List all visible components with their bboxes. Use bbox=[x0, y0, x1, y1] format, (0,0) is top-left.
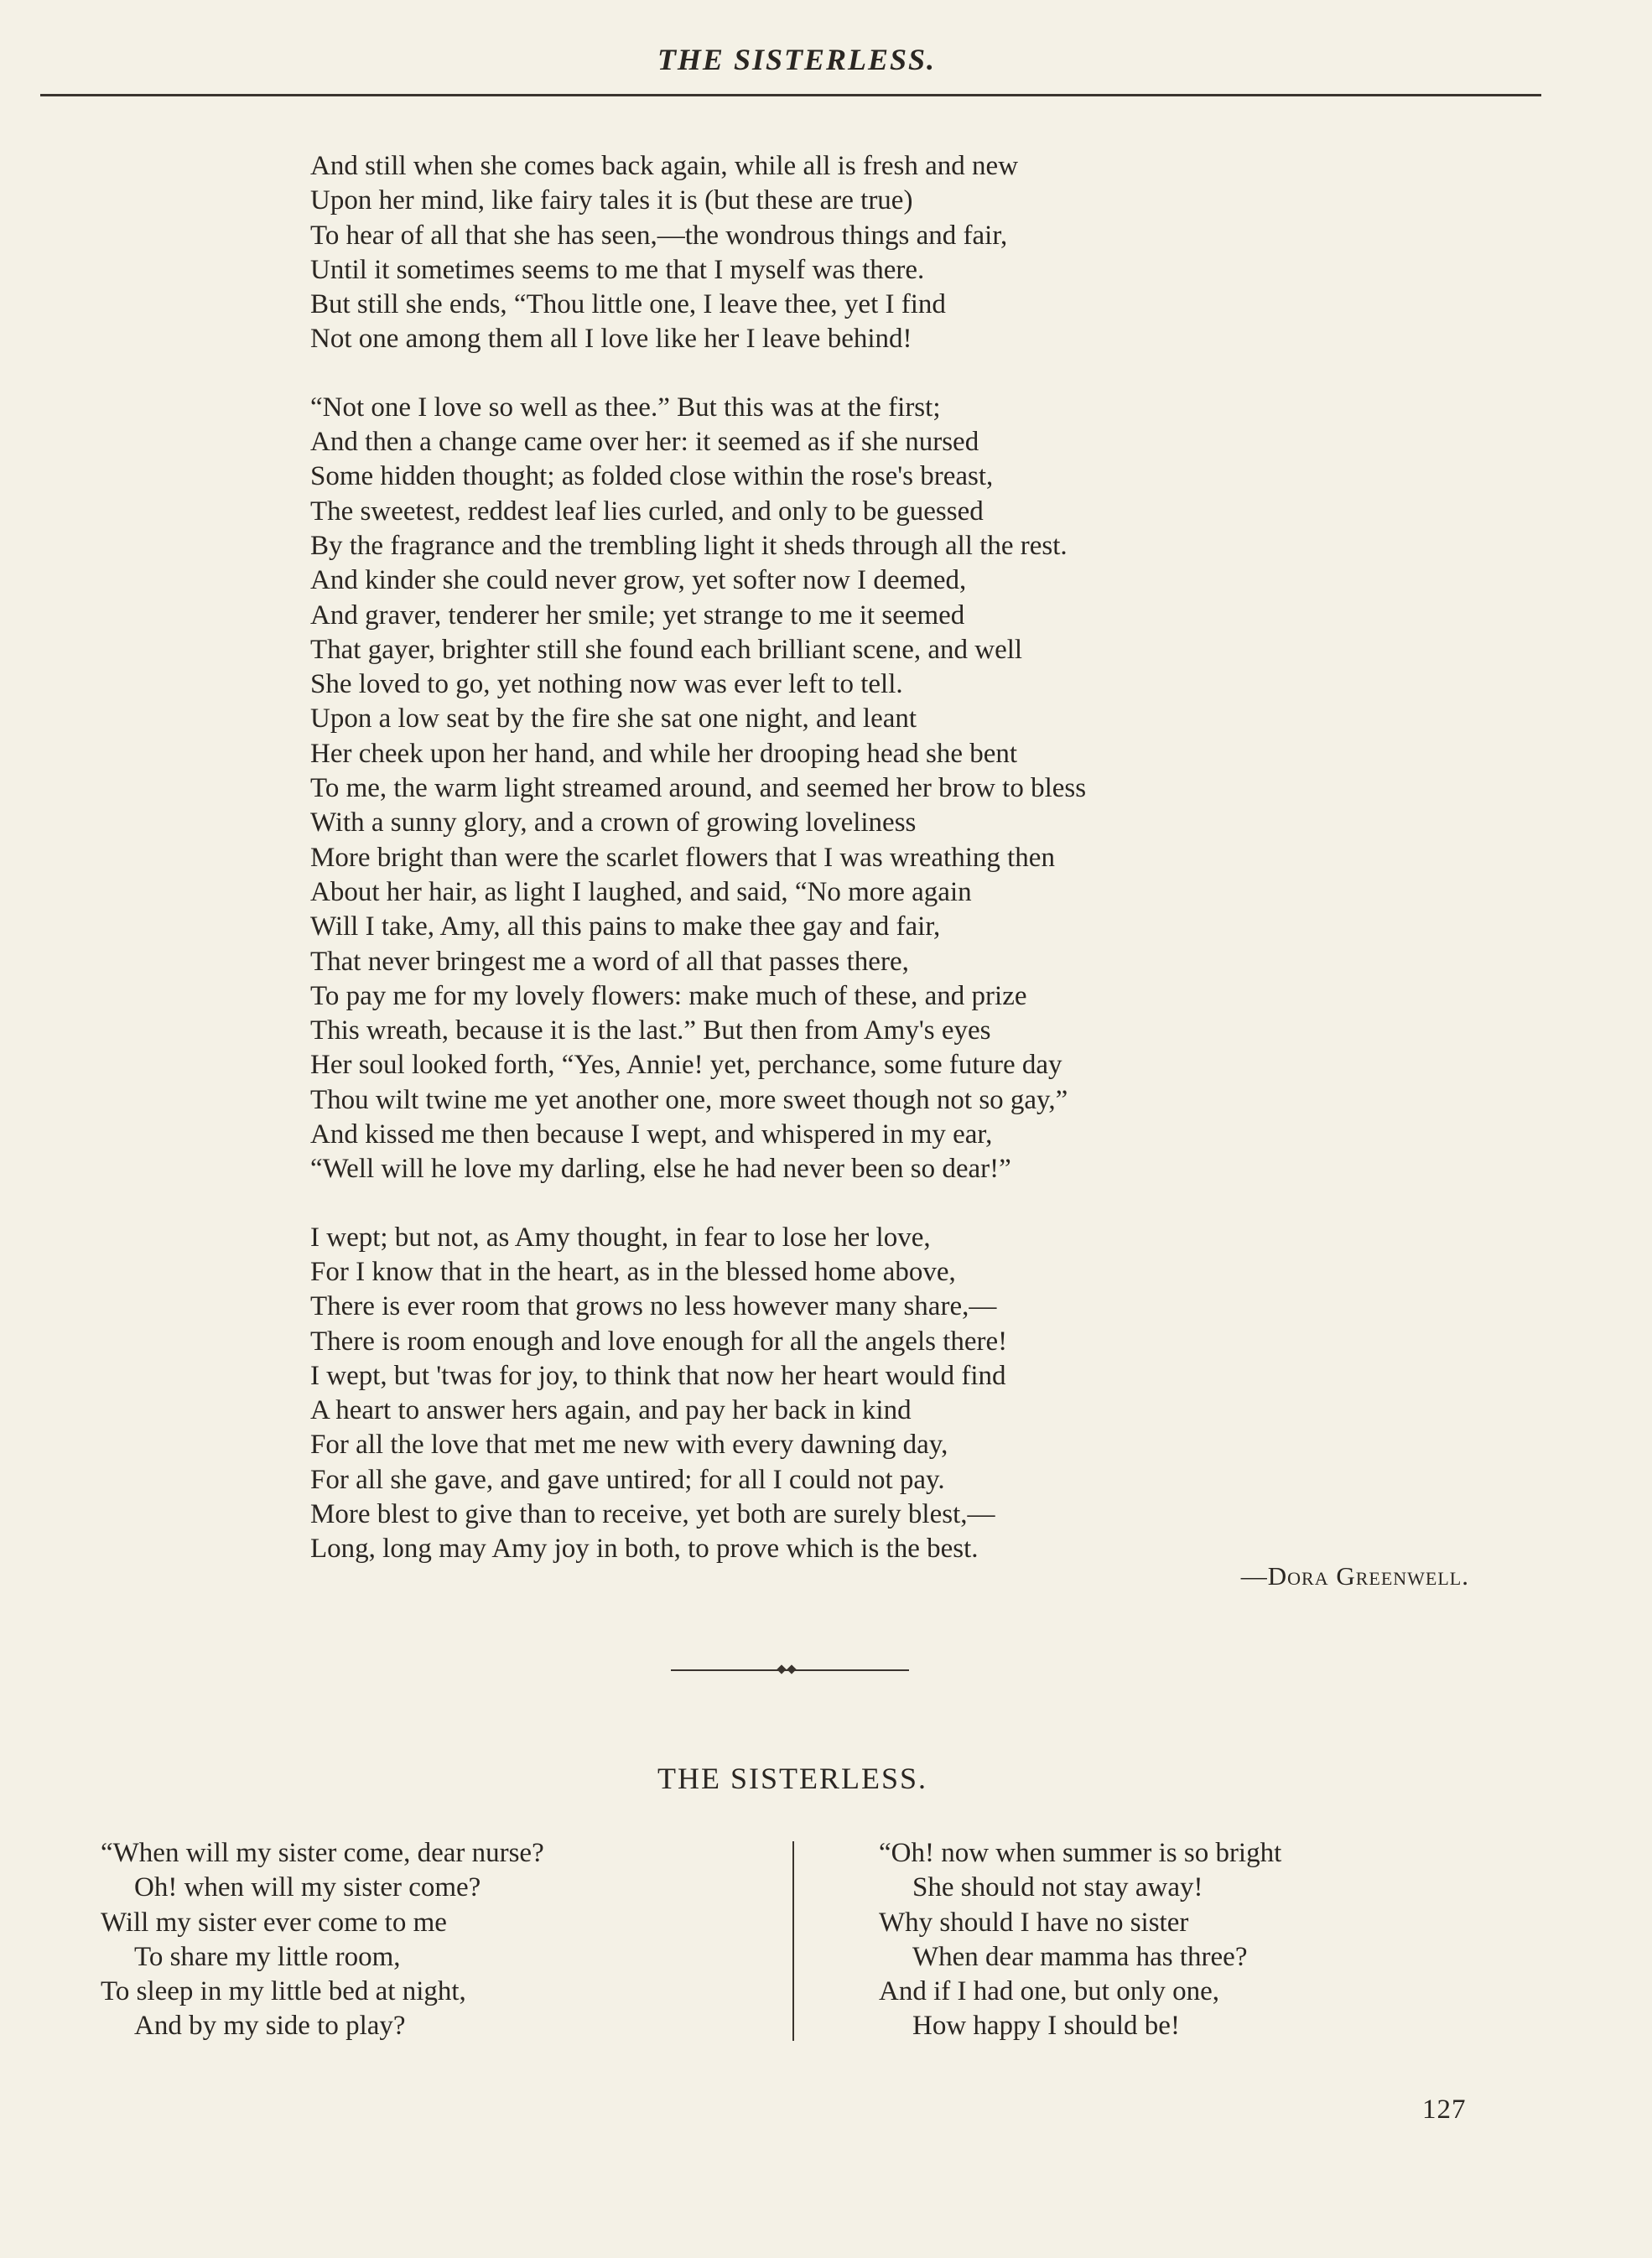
stanza bbox=[310, 1221, 1484, 1567]
stanza bbox=[310, 149, 1484, 357]
poem-line: With a sunny glory, and a crown of growing loveliness bbox=[310, 807, 917, 838]
poem-title: THE SISTERLESS. bbox=[657, 1762, 928, 1795]
section-ornament bbox=[671, 1665, 909, 1675]
poem-line: More bright than were the scarlet flowers that I was wreathing then bbox=[310, 842, 1055, 873]
poem-line: There is room enough and love enough for all the angels there! bbox=[310, 1326, 1008, 1357]
poem-line: I wept; but not, as Amy thought, in fear to lose her love, bbox=[310, 1222, 931, 1253]
poem-line: To me, the warm light streamed around, and seemed her brow to bless bbox=[310, 773, 1087, 804]
poem-line: “Well will he love my darling, else he had never been so dear!” bbox=[310, 1154, 1011, 1185]
poem-line: That never bringest me a word of all that passes there, bbox=[310, 946, 909, 977]
poem-line: For all she gave, and gave untired; for all I could not pay. bbox=[310, 1464, 945, 1495]
poem-line: And then a change came over her: it seemed as if she nursed bbox=[310, 427, 979, 458]
poem-line: And still when she comes back again, while all is fresh and new bbox=[310, 151, 1019, 181]
poem-line: Long, long may Amy joy in both, to prove which is the best. bbox=[310, 1534, 979, 1565]
poem-line: Not one among them all I love like her I leave behind! bbox=[310, 324, 912, 355]
poem-line: Will my sister ever come to me bbox=[101, 1907, 447, 1938]
poem-line: Will I take, Amy, all this pains to make thee gay and fair, bbox=[310, 911, 941, 942]
poem-line: To share my little room, bbox=[134, 1941, 401, 1972]
poem-line: The sweetest, reddest leaf lies curled, and only to be guessed bbox=[310, 496, 984, 527]
poem-line: “When will my sister come, dear nurse? bbox=[101, 1838, 544, 1868]
poem-line: Why should I have no sister bbox=[879, 1907, 1189, 1938]
poem-line: A heart to answer hers again, and pay her back in kind bbox=[310, 1395, 912, 1426]
poem-line: “Oh! now when summer is so bright bbox=[879, 1838, 1282, 1868]
poem-column-left bbox=[101, 1836, 544, 2044]
poem-line: About her hair, as light I laughed, and said, “No more again bbox=[310, 876, 972, 907]
poem-line: And if I had one, but only one, bbox=[879, 1976, 1220, 2007]
column-divider bbox=[792, 1841, 794, 2041]
poem-line: Her cheek upon her hand, and while her drooping head she bent bbox=[310, 738, 1018, 769]
stanza bbox=[310, 391, 1484, 1187]
poem-line: How happy I should be! bbox=[912, 2011, 1180, 2042]
poem-line: And kissed me then because I wept, and whispered in my ear, bbox=[310, 1119, 993, 1150]
poem-line: When dear mamma has three? bbox=[912, 1941, 1248, 1972]
poem-line: Thou wilt twine me yet another one, more sweet though not so gay,” bbox=[310, 1084, 1068, 1115]
poem-line: That gayer, brighter still she found each brilliant scene, and well bbox=[310, 634, 1023, 665]
poem-line: This wreath, because it is the last.” But then from Amy's eyes bbox=[310, 1015, 991, 1046]
header-rule bbox=[40, 94, 1541, 96]
poem-column-right bbox=[879, 1836, 1281, 2044]
poem-line: To sleep in my little bed at night, bbox=[101, 1976, 466, 2007]
poem-line: Upon her mind, like fairy tales it is (but these are true) bbox=[310, 185, 913, 216]
poem-line: And by my side to play? bbox=[134, 2011, 406, 2042]
running-head: THE SISTERLESS. bbox=[657, 43, 937, 76]
poem-line: She should not stay away! bbox=[912, 1872, 1203, 1903]
poem-line: And graver, tenderer her smile; yet strange to me it seemed bbox=[310, 600, 965, 631]
diamond-icon bbox=[777, 1664, 786, 1674]
poem-line: More blest to give than to receive, yet both are surely blest,— bbox=[310, 1498, 995, 1529]
poem-line: To pay me for my lovely flowers: make much of these, and prize bbox=[310, 980, 1027, 1011]
poem-line: By the fragrance and the trembling light it sheds through all the rest. bbox=[310, 530, 1068, 561]
poem-line: And kinder she could never grow, yet softer now I deemed, bbox=[310, 565, 967, 596]
poem-line: To hear of all that she has seen,—the wondrous things and fair, bbox=[310, 220, 1008, 251]
poem-line: “Not one I love so well as thee.” But this was at the first; bbox=[310, 392, 941, 423]
poem-line: But still she ends, “Thou little one, I leave thee, yet I find bbox=[310, 289, 946, 320]
poem-line: Some hidden thought; as folded close within the rose's breast, bbox=[310, 461, 994, 492]
poem-line: Upon a low seat by the fire she sat one night, and leant bbox=[310, 703, 917, 734]
poem-line: There is ever room that grows no less however many share,— bbox=[310, 1291, 997, 1322]
poem-line: Until it sometimes seems to me that I myself was there. bbox=[310, 254, 925, 285]
poem-line: I wept, but 'twas for joy, to think that now her heart would find bbox=[310, 1360, 1006, 1391]
poem-line: Her soul looked forth, “Yes, Annie! yet, perchance, some future day bbox=[310, 1050, 1062, 1081]
poem-line: Oh! when will my sister come? bbox=[134, 1872, 481, 1903]
poem-line: For all the love that met me new with every dawning day, bbox=[310, 1430, 948, 1461]
author-attribution: —Dora Greenwell. bbox=[1240, 1561, 1469, 1591]
page-number: 127 bbox=[1422, 2094, 1467, 2125]
poem-line: For I know that in the heart, as in the blessed home above, bbox=[310, 1256, 956, 1287]
poem-line: She loved to go, yet nothing now was ever left to tell. bbox=[310, 669, 903, 700]
poem-dora-greenwell bbox=[310, 149, 1484, 1567]
diamond-icon bbox=[787, 1664, 796, 1674]
